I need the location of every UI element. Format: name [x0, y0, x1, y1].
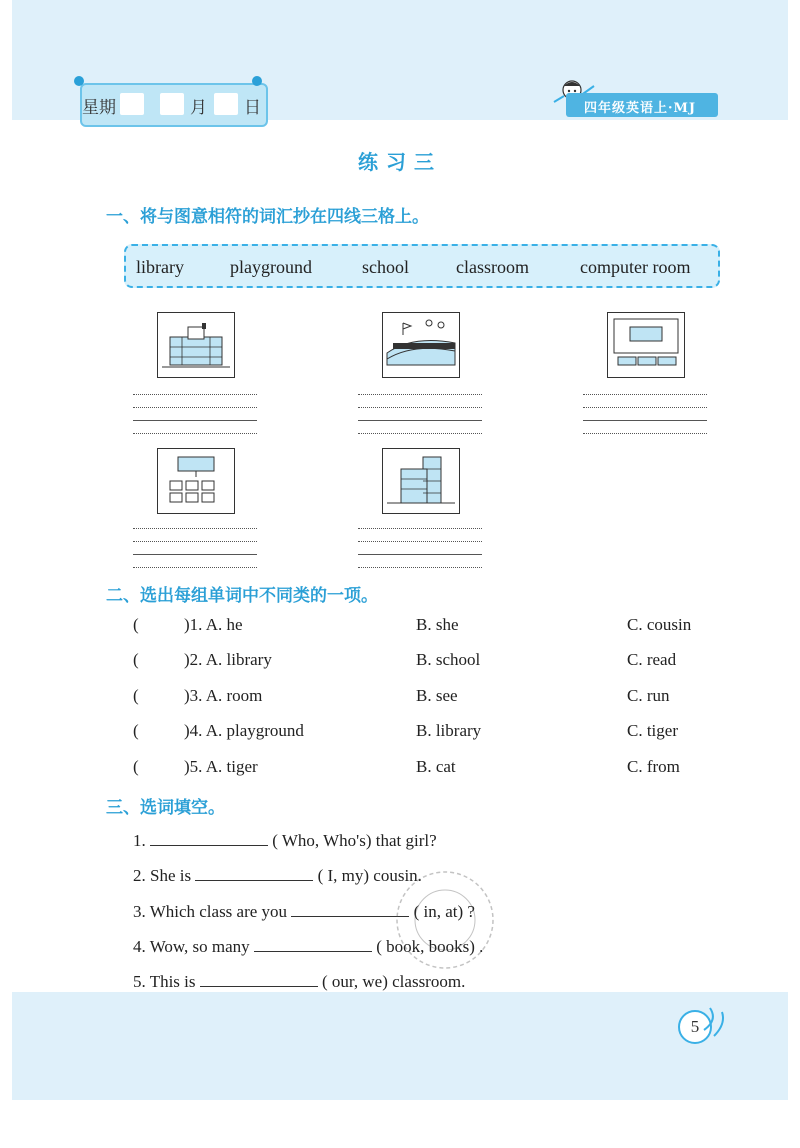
- word-bank-item: playground: [230, 257, 312, 277]
- writing-lines[interactable]: [133, 382, 257, 434]
- question-option-b: B. she: [416, 615, 459, 634]
- wave-decoration-icon: [700, 1000, 730, 1044]
- day-field[interactable]: [214, 93, 238, 115]
- writing-lines[interactable]: [583, 382, 707, 434]
- question-suffix: ( I, my) cousin.: [317, 866, 422, 885]
- answer-bracket[interactable]: (: [133, 650, 139, 669]
- library-building-icon: [383, 449, 459, 513]
- question-option-b: B. cat: [416, 757, 456, 776]
- question-prefix: 4. Wow, so many: [133, 937, 250, 956]
- book-tag-text: 四年级英语上·MJ: [584, 101, 697, 116]
- question-option-c: C. cousin: [627, 615, 692, 634]
- question-suffix: ( Who, Who's) that girl?: [272, 831, 437, 850]
- question-prefix: 2. She is: [133, 866, 192, 885]
- classroom-picture: [607, 312, 685, 378]
- answer-bracket[interactable]: (: [133, 757, 139, 776]
- answer-bracket[interactable]: (: [133, 721, 139, 740]
- question-prefix: 3. Which class are you: [133, 902, 288, 921]
- writing-lines[interactable]: [133, 516, 257, 568]
- pin-icon: [252, 76, 262, 86]
- writing-lines[interactable]: [358, 382, 482, 434]
- answer-bracket[interactable]: (: [133, 615, 139, 634]
- weekday-label: 星期: [82, 98, 116, 118]
- question-option-a: )4. A. playground: [184, 721, 304, 740]
- question-option-a: )1. A. he: [184, 615, 243, 634]
- section1-heading: 一、将与图意相符的词汇抄在四线三格上。: [106, 207, 429, 227]
- book-tag: [566, 93, 718, 117]
- school-building-icon: [158, 313, 234, 377]
- computer-room-picture: [157, 448, 235, 514]
- question-suffix: ( book, books) .: [376, 937, 484, 956]
- word-bank-item: computer room: [580, 257, 691, 277]
- word-bank-item: library: [136, 257, 184, 277]
- page-title: 练习三: [358, 150, 442, 174]
- question-option-c: C. read: [627, 650, 677, 669]
- computer-room-icon: [158, 449, 234, 513]
- page-number: 5: [678, 1010, 712, 1044]
- question-prefix: 5. This is: [133, 972, 196, 991]
- word-bank: [124, 244, 720, 288]
- bottom-band: [12, 992, 788, 1100]
- word-bank-item: classroom: [456, 257, 529, 277]
- playground-icon: [383, 313, 459, 377]
- answer-blank[interactable]: [254, 935, 372, 952]
- month-label: 月: [190, 98, 207, 118]
- section3-heading: 三、选词填空。: [106, 798, 225, 818]
- playground-picture: [382, 312, 460, 378]
- date-box: [80, 83, 268, 127]
- question-prefix: 1.: [133, 831, 146, 850]
- question-option-c: C. tiger: [627, 721, 678, 740]
- answer-blank[interactable]: [200, 970, 318, 987]
- question-option-b: B. library: [416, 721, 482, 740]
- month-field[interactable]: [160, 93, 184, 115]
- weekday-field[interactable]: [120, 93, 144, 115]
- section2-heading: 二、选出每组单词中不同类的一项。: [106, 586, 378, 606]
- question-option-a: )2. A. library: [184, 650, 272, 669]
- question-option-a: )3. A. room: [184, 686, 263, 705]
- day-label: 日: [244, 98, 261, 118]
- question-suffix: ( our, we) classroom.: [322, 972, 466, 991]
- pin-icon: [74, 76, 84, 86]
- question-option-b: B. school: [416, 650, 481, 669]
- watermark-stamp-icon: [390, 860, 500, 980]
- question-option-b: B. see: [416, 686, 458, 705]
- question-option-a: )5. A. tiger: [184, 757, 258, 776]
- answer-blank[interactable]: [195, 864, 313, 881]
- word-bank-item: school: [362, 257, 409, 277]
- fill-blank-question: [133, 829, 437, 851]
- question-option-c: C. from: [627, 757, 680, 776]
- question-option-c: C. run: [627, 686, 670, 705]
- writing-lines[interactable]: [358, 516, 482, 568]
- answer-bracket[interactable]: (: [133, 686, 139, 705]
- question-suffix: ( in, at) ?: [413, 902, 475, 921]
- classroom-icon: [608, 313, 684, 377]
- library-building-picture: [382, 448, 460, 514]
- fill-blank-question: [133, 864, 422, 886]
- school-building-picture: [157, 312, 235, 378]
- answer-blank[interactable]: [150, 829, 268, 846]
